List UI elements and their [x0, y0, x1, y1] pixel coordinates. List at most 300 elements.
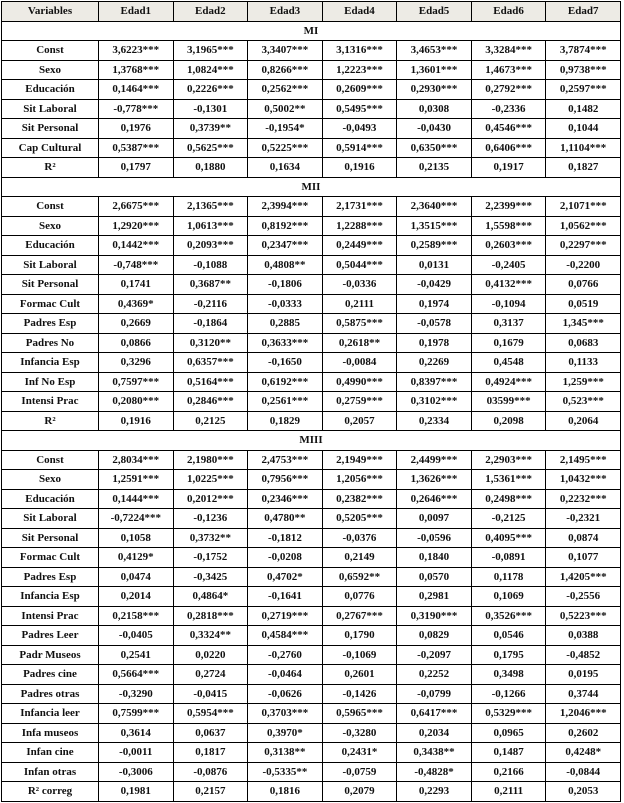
value-cell: 0,5495*** — [322, 99, 397, 119]
value-cell: 0,0829 — [397, 626, 472, 646]
row-label: Infa museos — [2, 723, 99, 743]
value-cell: 0,2724 — [173, 665, 248, 685]
value-cell: 0,1976 — [99, 119, 174, 139]
table-row — [2, 392, 621, 412]
column-header-edad4: Edad4 — [322, 2, 397, 22]
table-row — [2, 255, 621, 275]
row-label: Infancia Esp — [2, 587, 99, 607]
value-cell: 0,5205*** — [322, 509, 397, 529]
value-cell: 0,6192*** — [248, 372, 323, 392]
value-cell: 0,1077 — [546, 548, 621, 568]
row-label: Sit Personal — [2, 528, 99, 548]
table-row — [2, 782, 621, 802]
value-cell: 1,4205*** — [546, 567, 621, 587]
value-cell: 0,2157 — [173, 782, 248, 802]
row-label: Educación — [2, 489, 99, 509]
value-cell: -0,0844 — [546, 762, 621, 782]
table-row — [2, 411, 621, 431]
row-label: Infancia Esp — [2, 353, 99, 373]
value-cell: 0,1795 — [471, 645, 546, 665]
table-row — [2, 606, 621, 626]
value-cell: 0,4780** — [248, 509, 323, 529]
row-label: Const — [2, 197, 99, 217]
value-cell: -0,1069 — [322, 645, 397, 665]
value-cell: 0,1880 — [173, 158, 248, 178]
value-cell: 0,2034 — [397, 723, 472, 743]
row-label: Padres cine — [2, 665, 99, 685]
value-cell: 0,4864* — [173, 587, 248, 607]
value-cell: 0,2232*** — [546, 489, 621, 509]
table-row — [2, 470, 621, 490]
row-label: R² correg — [2, 782, 99, 802]
value-cell: 0,2346*** — [248, 489, 323, 509]
value-cell: 1,4673*** — [471, 60, 546, 80]
value-cell: -0,1812 — [248, 528, 323, 548]
value-cell: 0,1981 — [99, 782, 174, 802]
value-cell: 0,3102*** — [397, 392, 472, 412]
value-cell: 0,2818*** — [173, 606, 248, 626]
row-label: Sit Laboral — [2, 255, 99, 275]
value-cell: 0,2449*** — [322, 236, 397, 256]
value-cell: 0,1840 — [397, 548, 472, 568]
value-cell: -0,4828* — [397, 762, 472, 782]
value-cell: 1,0824*** — [173, 60, 248, 80]
value-cell: 0,1817 — [173, 743, 248, 763]
value-cell: 0,3296 — [99, 353, 174, 373]
value-cell: -0,0626 — [248, 684, 323, 704]
value-cell: 0,0637 — [173, 723, 248, 743]
section-title: MIII — [2, 431, 621, 451]
value-cell: 0,3633*** — [248, 333, 323, 353]
value-cell: 0,4132*** — [471, 275, 546, 295]
value-cell: 0,0776 — [322, 587, 397, 607]
value-cell: 1,0225*** — [173, 470, 248, 490]
value-cell: 2,2903*** — [471, 450, 546, 470]
value-cell: -0,0376 — [322, 528, 397, 548]
value-cell: 0,1482 — [546, 99, 621, 119]
value-cell: 0,3190*** — [397, 606, 472, 626]
value-cell: 0,0766 — [546, 275, 621, 295]
row-label: Educación — [2, 80, 99, 100]
value-cell: -0,0333 — [248, 294, 323, 314]
value-cell: 0,7597*** — [99, 372, 174, 392]
value-cell: 0,6592** — [322, 567, 397, 587]
value-cell: 0,6357*** — [173, 353, 248, 373]
table-row — [2, 333, 621, 353]
value-cell: 0,5329*** — [471, 704, 546, 724]
value-cell: -0,0430 — [397, 119, 472, 139]
table-row — [2, 548, 621, 568]
value-cell: 2,8034*** — [99, 450, 174, 470]
value-cell: -0,7224*** — [99, 509, 174, 529]
value-cell: 0,4546*** — [471, 119, 546, 139]
table-row — [2, 762, 621, 782]
row-label: Sit Laboral — [2, 509, 99, 529]
value-cell: 1,0432*** — [546, 470, 621, 490]
value-cell: 0,2334 — [397, 411, 472, 431]
column-header-edad3: Edad3 — [248, 2, 323, 22]
value-cell: 0,1829 — [248, 411, 323, 431]
value-cell: -0,0011 — [99, 743, 174, 763]
value-cell: 0,2080*** — [99, 392, 174, 412]
value-cell: 0,2093*** — [173, 236, 248, 256]
value-cell: 0,2149 — [322, 548, 397, 568]
value-cell: 1,2056*** — [322, 470, 397, 490]
value-cell: 1,0562*** — [546, 216, 621, 236]
value-cell: 0,6406*** — [471, 138, 546, 158]
value-cell: -0,2556 — [546, 587, 621, 607]
value-cell: -0,1806 — [248, 275, 323, 295]
value-cell: 0,2057 — [322, 411, 397, 431]
value-cell: 0,2098 — [471, 411, 546, 431]
value-cell: 0,2981 — [397, 587, 472, 607]
value-cell: 1,345*** — [546, 314, 621, 334]
value-cell: 1,2223*** — [322, 60, 397, 80]
row-label: Padres Esp — [2, 567, 99, 587]
table-row — [2, 119, 621, 139]
value-cell: -0,748*** — [99, 255, 174, 275]
value-cell: 0,1741 — [99, 275, 174, 295]
value-cell: 0,8266*** — [248, 60, 323, 80]
value-cell: 0,0474 — [99, 567, 174, 587]
value-cell: -0,0876 — [173, 762, 248, 782]
value-cell: -0,0464 — [248, 665, 323, 685]
table-row — [2, 743, 621, 763]
value-cell: 0,1978 — [397, 333, 472, 353]
value-cell: 0,2012*** — [173, 489, 248, 509]
row-label: Padres otras — [2, 684, 99, 704]
value-cell: 0,3498 — [471, 665, 546, 685]
table-row — [2, 626, 621, 646]
value-cell: 03599*** — [471, 392, 546, 412]
value-cell: 0,1974 — [397, 294, 472, 314]
row-label: Padr Museos — [2, 645, 99, 665]
value-cell: -0,1301 — [173, 99, 248, 119]
value-cell: -0,0336 — [322, 275, 397, 295]
value-cell: 0,1069 — [471, 587, 546, 607]
value-cell: 0,5625*** — [173, 138, 248, 158]
value-cell: 0,1827 — [546, 158, 621, 178]
value-cell: 0,1797 — [99, 158, 174, 178]
value-cell: 0,2541 — [99, 645, 174, 665]
value-cell: 0,2719*** — [248, 606, 323, 626]
value-cell: -0,2760 — [248, 645, 323, 665]
value-cell: 1,1104*** — [546, 138, 621, 158]
value-cell: 0,4990*** — [322, 372, 397, 392]
value-cell: 0,2382*** — [322, 489, 397, 509]
section-header-row-miii — [2, 431, 621, 451]
value-cell: 0,4702* — [248, 567, 323, 587]
value-cell: 3,3284*** — [471, 41, 546, 61]
value-cell: 0,0546 — [471, 626, 546, 646]
value-cell: 0,2297*** — [546, 236, 621, 256]
value-cell: 0,0965 — [471, 723, 546, 743]
table-row — [2, 60, 621, 80]
row-label: Padres No — [2, 333, 99, 353]
value-cell: 0,2767*** — [322, 606, 397, 626]
value-cell: 0,0519 — [546, 294, 621, 314]
table-row — [2, 665, 621, 685]
row-label: Padres Leer — [2, 626, 99, 646]
table-row — [2, 723, 621, 743]
row-label: Sexo — [2, 60, 99, 80]
row-label: Infan cine — [2, 743, 99, 763]
value-cell: -0,0429 — [397, 275, 472, 295]
value-cell: -0,778*** — [99, 99, 174, 119]
row-label: Intensi Prac — [2, 392, 99, 412]
value-cell: -0,2405 — [471, 255, 546, 275]
value-cell: -0,3280 — [322, 723, 397, 743]
value-cell: -0,1426 — [322, 684, 397, 704]
value-cell: 0,2601 — [322, 665, 397, 685]
value-cell: 3,7874*** — [546, 41, 621, 61]
value-cell: 0,5164*** — [173, 372, 248, 392]
table-row — [2, 567, 621, 587]
value-cell: 0,1790 — [322, 626, 397, 646]
value-cell: 0,5387*** — [99, 138, 174, 158]
value-cell: 1,0613*** — [173, 216, 248, 236]
value-cell: 2,1731*** — [322, 197, 397, 217]
value-cell: 0,2166 — [471, 762, 546, 782]
value-cell: 0,2125 — [173, 411, 248, 431]
value-cell: 0,4129* — [99, 548, 174, 568]
column-header-variables: Variables — [2, 2, 99, 22]
value-cell: 0,1058 — [99, 528, 174, 548]
value-cell: 3,1316*** — [322, 41, 397, 61]
value-cell: 0,2561*** — [248, 392, 323, 412]
value-cell: -0,1641 — [248, 587, 323, 607]
row-label: Sit Laboral — [2, 99, 99, 119]
value-cell: 0,0131 — [397, 255, 472, 275]
value-cell: -0,0596 — [397, 528, 472, 548]
value-cell: -0,0891 — [471, 548, 546, 568]
table-row — [2, 587, 621, 607]
value-cell: 0,3438** — [397, 743, 472, 763]
value-cell: 0,5044*** — [322, 255, 397, 275]
value-cell: 0,1916 — [99, 411, 174, 431]
table-row — [2, 645, 621, 665]
row-label: Sexo — [2, 470, 99, 490]
value-cell: 0,1916 — [322, 158, 397, 178]
value-cell: 0,7599*** — [99, 704, 174, 724]
section-header-row-mii — [2, 177, 621, 197]
value-cell: 2,1071*** — [546, 197, 621, 217]
value-cell: 0,3138** — [248, 743, 323, 763]
value-cell: 0,2609*** — [322, 80, 397, 100]
table-row — [2, 489, 621, 509]
value-cell: 2,1495*** — [546, 450, 621, 470]
value-cell: 0,1464*** — [99, 80, 174, 100]
value-cell: 0,6417*** — [397, 704, 472, 724]
value-cell: 0,4924*** — [471, 372, 546, 392]
table-row — [2, 353, 621, 373]
value-cell: 0,0097 — [397, 509, 472, 529]
value-cell: 0,2602 — [546, 723, 621, 743]
table-row — [2, 684, 621, 704]
value-cell: -0,0084 — [322, 353, 397, 373]
value-cell: 0,0866 — [99, 333, 174, 353]
value-cell: 0,523*** — [546, 392, 621, 412]
value-cell: 0,1634 — [248, 158, 323, 178]
value-cell: 0,0195 — [546, 665, 621, 685]
value-cell: 0,1178 — [471, 567, 546, 587]
value-cell: 1,2591*** — [99, 470, 174, 490]
value-cell: 0,1487 — [471, 743, 546, 763]
value-cell: 0,3744 — [546, 684, 621, 704]
value-cell: 0,2562*** — [248, 80, 323, 100]
value-cell: -0,2321 — [546, 509, 621, 529]
value-cell: 0,2646*** — [397, 489, 472, 509]
value-cell: 1,5361*** — [471, 470, 546, 490]
value-cell: 2,3994*** — [248, 197, 323, 217]
value-cell: 0,1044 — [546, 119, 621, 139]
row-label: Cap Cultural — [2, 138, 99, 158]
value-cell: 0,2792*** — [471, 80, 546, 100]
value-cell: -0,0208 — [248, 548, 323, 568]
value-cell: -0,0493 — [322, 119, 397, 139]
row-label: Sexo — [2, 216, 99, 236]
value-cell: 0,0570 — [397, 567, 472, 587]
value-cell: -0,0415 — [173, 684, 248, 704]
regression-results-table — [1, 1, 621, 802]
table-row — [2, 294, 621, 314]
value-cell: 1,259*** — [546, 372, 621, 392]
row-label: Infan otras — [2, 762, 99, 782]
value-cell: 0,2135 — [397, 158, 472, 178]
row-label: Padres Esp — [2, 314, 99, 334]
value-cell: 0,2498*** — [471, 489, 546, 509]
value-cell: -0,0578 — [397, 314, 472, 334]
value-cell: 0,3739** — [173, 119, 248, 139]
value-cell: 0,1816 — [248, 782, 323, 802]
value-cell: 3,6223*** — [99, 41, 174, 61]
value-cell: 0,2597*** — [546, 80, 621, 100]
value-cell: 0,2589*** — [397, 236, 472, 256]
value-cell: 1,3768*** — [99, 60, 174, 80]
value-cell: 0,2293 — [397, 782, 472, 802]
column-header-edad1: Edad1 — [99, 2, 174, 22]
value-cell: 2,1949*** — [322, 450, 397, 470]
value-cell: 0,2759*** — [322, 392, 397, 412]
value-cell: 0,2885 — [248, 314, 323, 334]
row-label: Educación — [2, 236, 99, 256]
value-cell: 0,4095*** — [471, 528, 546, 548]
value-cell: -0,1266 — [471, 684, 546, 704]
value-cell: 0,4369* — [99, 294, 174, 314]
column-header-edad2: Edad2 — [173, 2, 248, 22]
row-label: Inf No Esp — [2, 372, 99, 392]
value-cell: 0,1444*** — [99, 489, 174, 509]
value-cell: 0,4584*** — [248, 626, 323, 646]
value-cell: 1,2288*** — [322, 216, 397, 236]
value-cell: 1,3515*** — [397, 216, 472, 236]
value-cell: 1,2920*** — [99, 216, 174, 236]
value-cell: -0,0405 — [99, 626, 174, 646]
column-header-edad7: Edad7 — [546, 2, 621, 22]
value-cell: 0,5954*** — [173, 704, 248, 724]
value-cell: 0,2158*** — [99, 606, 174, 626]
value-cell: -0,3290 — [99, 684, 174, 704]
row-label: Sit Personal — [2, 275, 99, 295]
row-label: R² — [2, 411, 99, 431]
value-cell: -0,2116 — [173, 294, 248, 314]
value-cell: 0,0308 — [397, 99, 472, 119]
value-cell: -0,1094 — [471, 294, 546, 314]
value-cell: -0,1954* — [248, 119, 323, 139]
column-header-edad6: Edad6 — [471, 2, 546, 22]
value-cell: 0,5223*** — [546, 606, 621, 626]
value-cell: 0,5965*** — [322, 704, 397, 724]
table-row — [2, 704, 621, 724]
value-cell: -0,1236 — [173, 509, 248, 529]
table-row — [2, 372, 621, 392]
column-header-edad5: Edad5 — [397, 2, 472, 22]
value-cell: 2,4753*** — [248, 450, 323, 470]
value-cell: 0,1442*** — [99, 236, 174, 256]
value-cell: 0,6350*** — [397, 138, 472, 158]
table-row — [2, 236, 621, 256]
value-cell: 0,3120** — [173, 333, 248, 353]
value-cell: 3,1965*** — [173, 41, 248, 61]
value-cell: 2,2399*** — [471, 197, 546, 217]
row-label: Infancia leer — [2, 704, 99, 724]
value-cell: -0,4852 — [546, 645, 621, 665]
value-cell: -0,0799 — [397, 684, 472, 704]
table-row — [2, 314, 621, 334]
value-cell: 2,1980*** — [173, 450, 248, 470]
value-cell: 0,2111 — [471, 782, 546, 802]
value-cell: -0,2125 — [471, 509, 546, 529]
table-row — [2, 41, 621, 61]
value-cell: -0,3006 — [99, 762, 174, 782]
value-cell: 0,2111 — [322, 294, 397, 314]
value-cell: 0,0388 — [546, 626, 621, 646]
value-cell: 0,5225*** — [248, 138, 323, 158]
row-label: Const — [2, 41, 99, 61]
value-cell: 1,5598*** — [471, 216, 546, 236]
value-cell: -0,5335** — [248, 762, 323, 782]
value-cell: 0,2226*** — [173, 80, 248, 100]
value-cell: 0,8397*** — [397, 372, 472, 392]
value-cell: 3,3407*** — [248, 41, 323, 61]
value-cell: 3,4653*** — [397, 41, 472, 61]
value-cell: -0,0759 — [322, 762, 397, 782]
table-row — [2, 275, 621, 295]
value-cell: 0,5875*** — [322, 314, 397, 334]
section-title: MII — [2, 177, 621, 197]
value-cell: -0,1650 — [248, 353, 323, 373]
value-cell: 0,5664*** — [99, 665, 174, 685]
row-label: Formac Cult — [2, 548, 99, 568]
results-table-body — [2, 21, 621, 801]
value-cell: 0,3614 — [99, 723, 174, 743]
value-cell: 1,3601*** — [397, 60, 472, 80]
value-cell: 2,1365*** — [173, 197, 248, 217]
table-row — [2, 509, 621, 529]
value-cell: 0,1133 — [546, 353, 621, 373]
value-cell: 2,4499*** — [397, 450, 472, 470]
value-cell: -0,2200 — [546, 255, 621, 275]
table-row — [2, 158, 621, 178]
value-cell: 0,2603*** — [471, 236, 546, 256]
value-cell: 0,2014 — [99, 587, 174, 607]
value-cell: 0,1679 — [471, 333, 546, 353]
value-cell: 0,0683 — [546, 333, 621, 353]
value-cell: 0,2079 — [322, 782, 397, 802]
value-cell: 2,3640*** — [397, 197, 472, 217]
row-label: Intensi Prac — [2, 606, 99, 626]
value-cell: 0,3526*** — [471, 606, 546, 626]
